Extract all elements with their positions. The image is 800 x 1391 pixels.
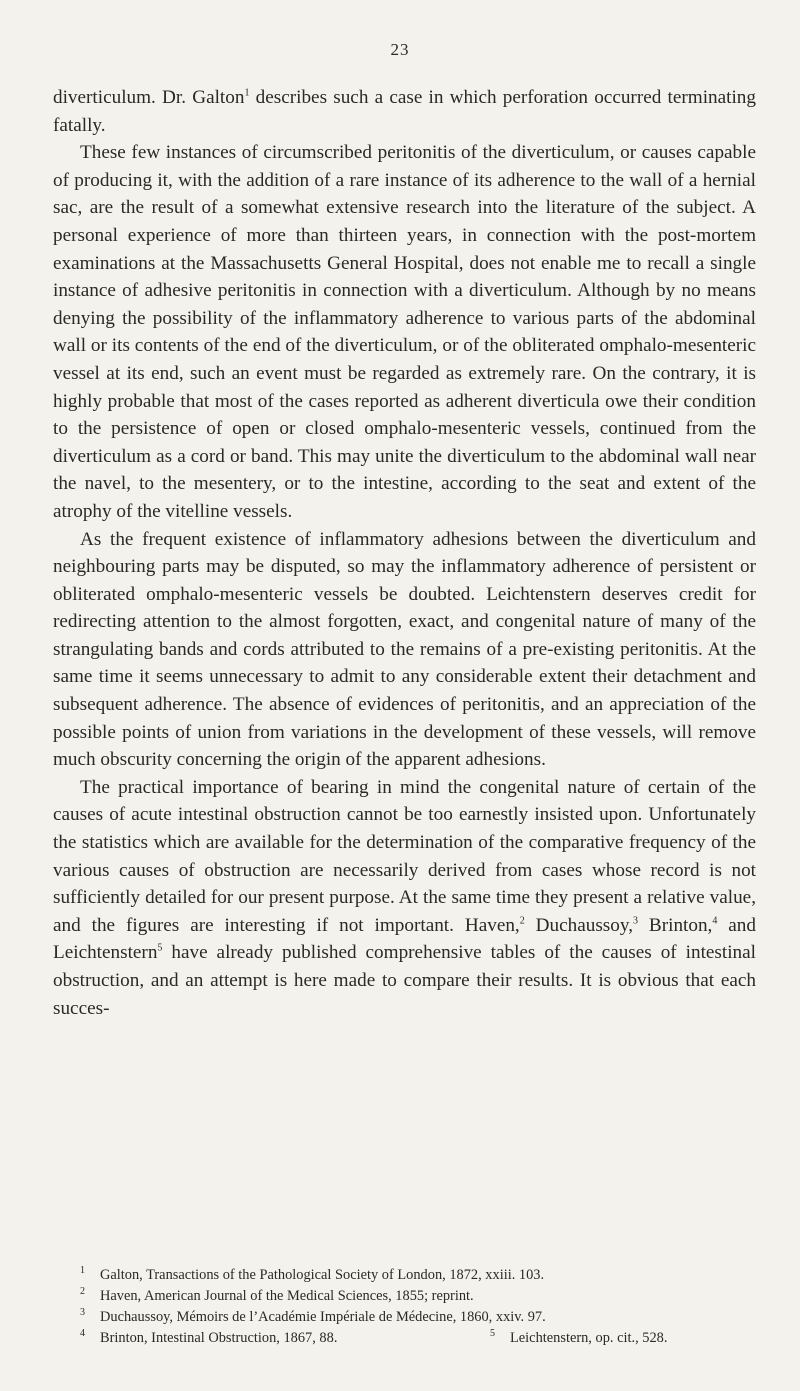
- paragraph: The practical importance of bearing in mind the congenital nature of certain of the causes of acute intestinal obstruction cannot be too earnestly insisted upon. Unfortunately the statistics which are available for the determination of the comparative frequency of the various causes of obstruction are necessarily derived from cases whose record is not sufficiently detailed for our present purpose. At the same time they present a relative value, and the figures are interesting if not important. Haven,$^2$ Duchaussoy,$^3$ Brinton,$^4$ and Leichtenstern$^5$ have already published comprehensive tables of the causes of intestinal obstruction, and an attempt is here made to compare their results. It is obvious that each succes-: [53, 776, 756, 1019]
- footnote-ref: 4: [712, 915, 718, 927]
- footnote-ref: 3: [633, 915, 638, 927]
- paragraph: As the frequent existence of inflammatory adhesions between the diverticulum and neighbouring parts may be disputed, so may the inflammatory adherence of persistent or obliterated omphalo-mesenteric vessels be doubted. Leichtenstern deserves credit for redirecting attention to the almost forgotten, exact, and congenital nature of many of the strangulating bands and cords attributed to the remains of a pre-existing peritonitis. At the same time it seems unnecessary to admit to any considerable extent their detachment and subsequent adherence. The absence of evidences of peritonitis, and an appreciation of the possible points of union from variations in the development of these vessels, will remove much obscurity concerning the origin of the apparent adhesions.: [53, 528, 756, 771]
- footnote-ref: 5: [157, 943, 163, 955]
- footnote: 1 Galton, Transactions of the Pathological Society of London, 1872, xxiii. 103.: [80, 1265, 545, 1283]
- footnote-ref: 1: [244, 87, 250, 99]
- paragraph: diverticulum. Dr. Galton$^1$ describes such a case in which perforation occurred terminating fatally.: [53, 87, 756, 136]
- page-number: 23: [390, 40, 410, 59]
- footnote: 3 Duchaussoy, Mémoirs de l’Académie Impériale de Médecine, 1860, xxiv. 97.: [80, 1307, 546, 1325]
- footnotes: [80, 1265, 760, 1349]
- footnote: 2 Haven, American Journal of the Medical Sciences, 1855; reprint.: [80, 1286, 474, 1304]
- footnote-row: [80, 1328, 760, 1349]
- footnote-ref: 2: [519, 915, 525, 927]
- paragraph: These few instances of circumscribed peritonitis of the diverticulum, or causes capable of producing it, with the addition of a rare instance of its adherence to the wall of a hernial sac, are the result of a somewhat extensive research into the literature of the subject. A personal experience of more than thirteen years, in connection with the post-mortem examinations at the Massachusetts General Hospital, does not enable me to recall a single instance of adhesive peritonitis in connection with a diverticulum. Although by no means denying the possibility of the inflammatory adherence to various parts of the abdominal wall or its contents of the end of the diverticulum, or of the obliterated omphalo-mesenteric vessel at its end, such an event must be regarded as extremely rare. On the contrary, it is highly probable that most of the cases reported as adherent diverticula owe their condition to the persistence of open or closed omphalo-mesenteric vessels, continued from the diverticulum as a cord or band. This may unite the diverticulum to the abdominal wall near the navel, to the mesentery, or to the intestine, according to the seat and extent of the atrophy of the vitelline vessels.: [53, 142, 756, 522]
- footnote: 4 Brinton, Intestinal Obstruction, 1867, 88.: [80, 1328, 338, 1346]
- body-text: [53, 84, 756, 1022]
- footnote: 5 Leichtenstern, op. cit., 528.: [490, 1328, 668, 1346]
